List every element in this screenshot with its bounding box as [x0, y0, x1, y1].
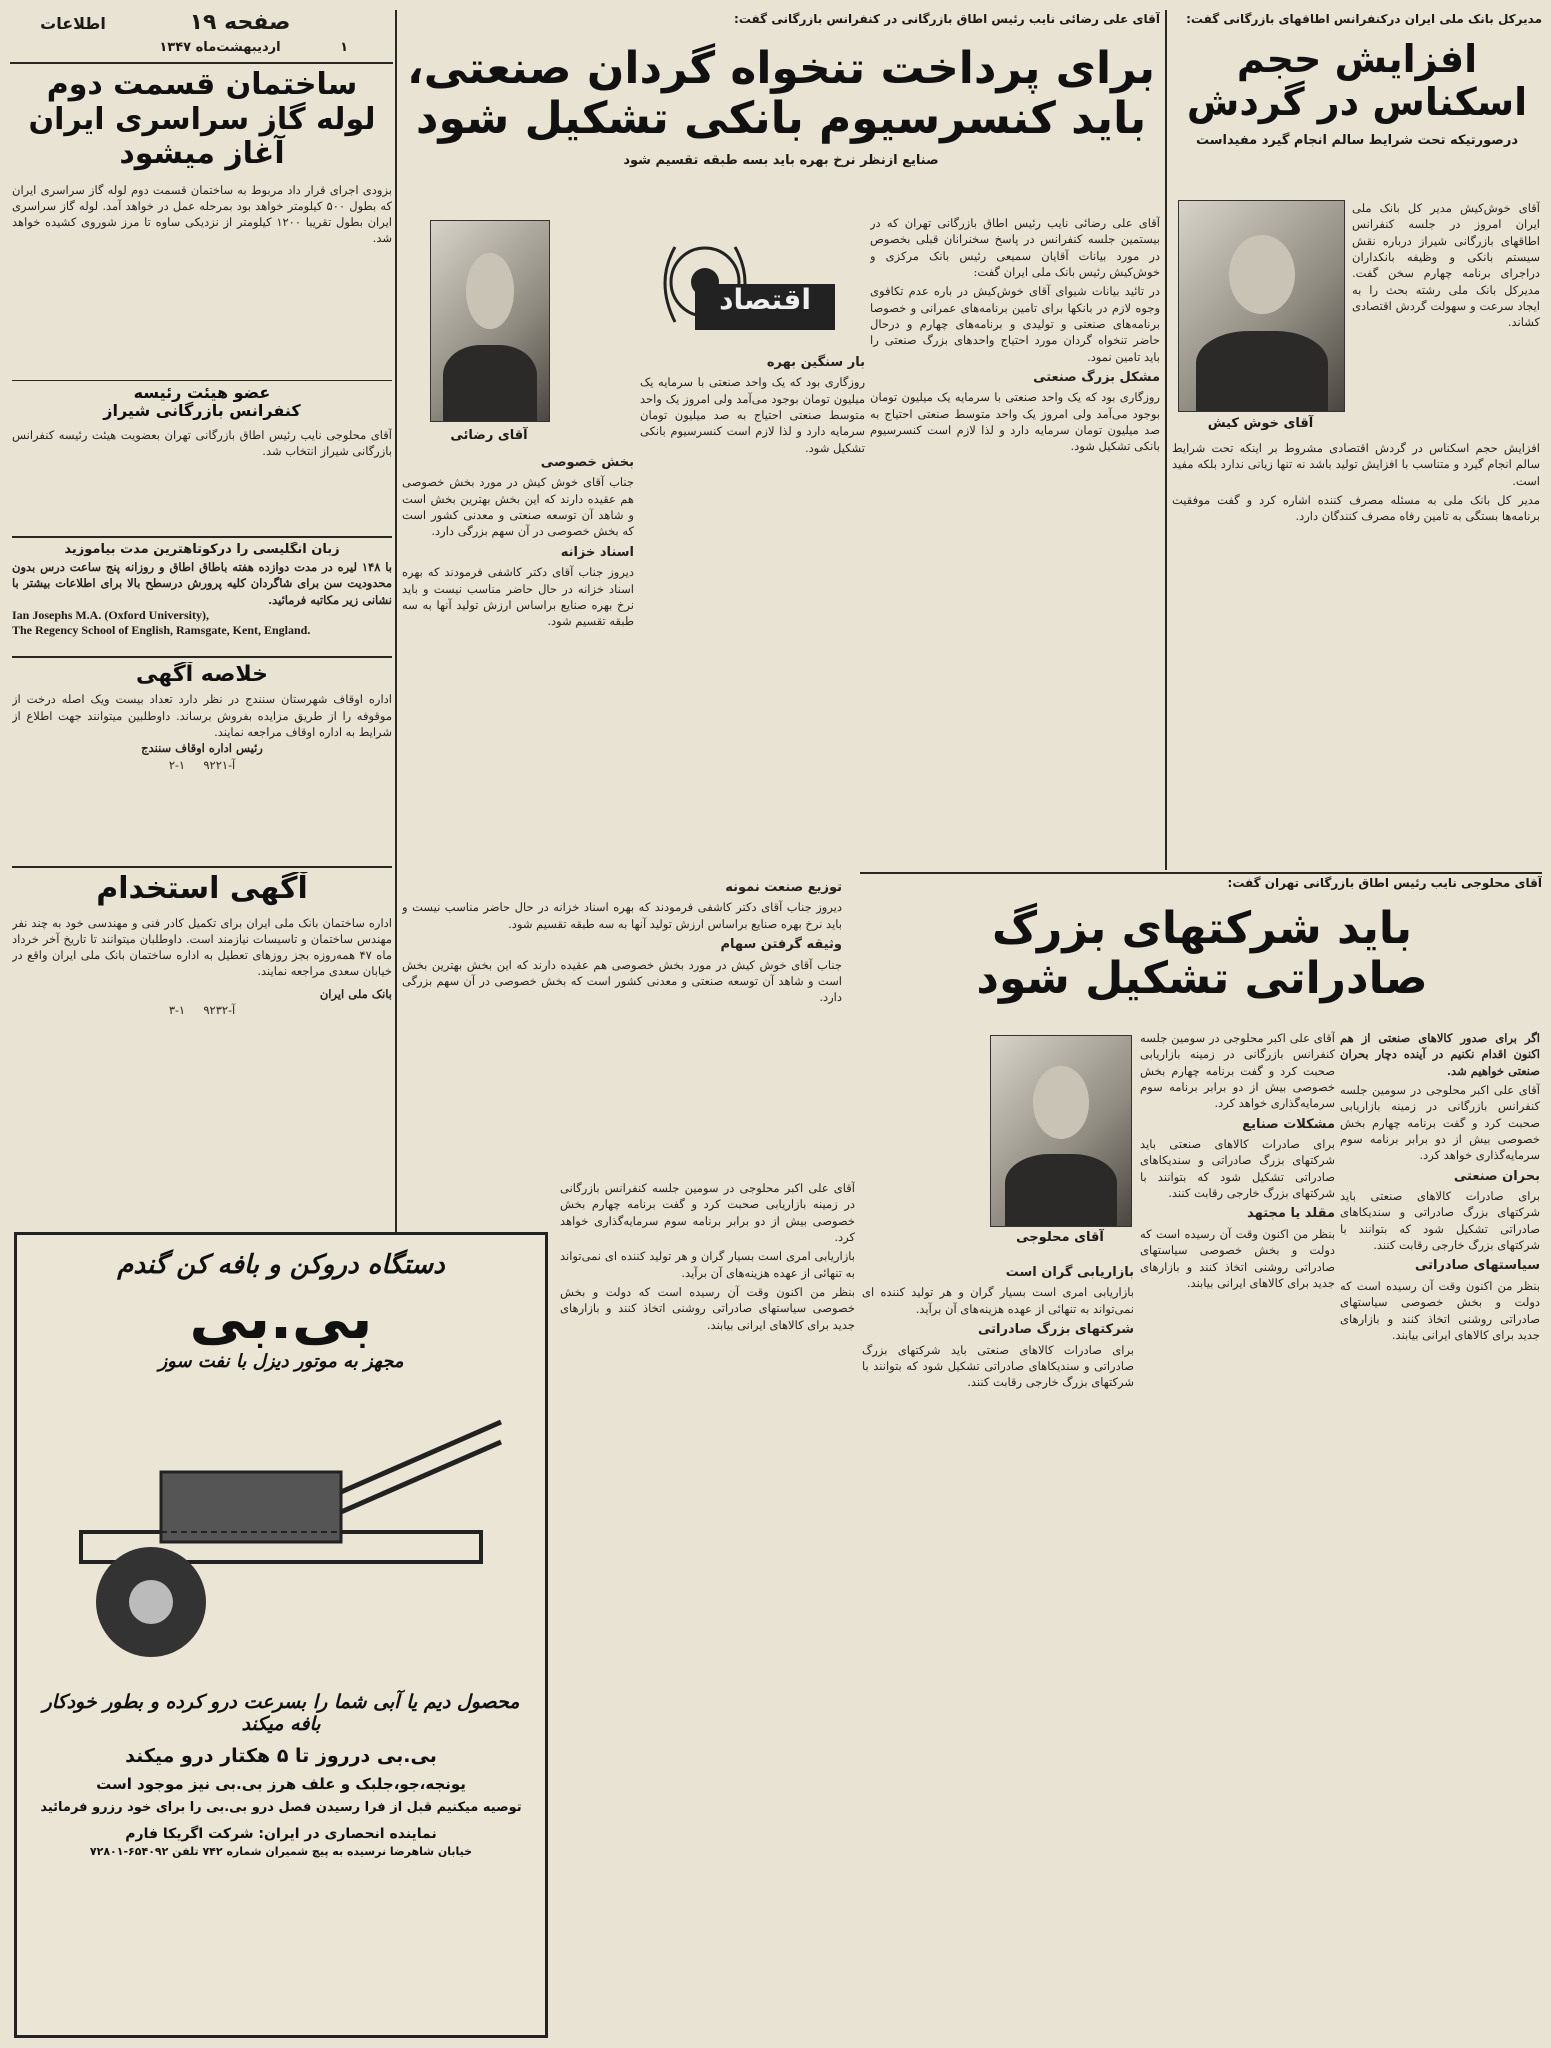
- paragraph: دیروز جناب آقای دکتر کاشفی فرمودند که بهره اسناد خزانه در حال حاضر مناسب نیست و باید نرخ بهره صنایع براساس ارزش تولید آنها به سه طبقه تقسیم شود.: [402, 900, 842, 931]
- ad-address-line1: Ian Josephs M.A. (Oxford University),: [12, 607, 209, 622]
- article-headline-line2: کنفرانس بازرگانی شیراز: [103, 401, 301, 421]
- ad-title: دستگاه دروکن و بافه کن گندم: [117, 1250, 445, 1280]
- section-subhead: سیاستهای صادراتی: [1414, 1258, 1540, 1274]
- section-subhead: شرکتهای بزرگ صادراتی: [977, 1322, 1134, 1338]
- paragraph: در تائید بیانات شیوای آقای خوش‌کیش در باره عدم تکافوی وجوه لازم در بانکها برای تامین برنامه‌های عمرانی و خصوصا برنامه‌های صنعتی و تولیدی و برنامه‌های چهارم و درحال حاضر تنخواه گردان مورد احتیاج واحدهای بزرگ صنعتی را باید تامین نمود.: [870, 284, 1160, 364]
- paragraph: برای صادرات کالاهای صنعتی باید شرکتهای بزرگ صادراتی و سندیکاهای صادراتی تشکیل شود که بتوانند با شرکتهای بزرگ خارجی رقابت کنند.: [1340, 1189, 1540, 1253]
- ad-address-line2: The Regency School of English, Ramsgate, Kent, England.: [12, 622, 311, 637]
- section-subhead: اسناد خزانه: [560, 544, 634, 560]
- summary-notice: [12, 662, 392, 862]
- paragraph: آقای خوش‌کیش مدیر کل بانک ملی ایران امروز در جلسه کنفرانس اطاقهای بازرگانی شیراز درباره نقش سیستم بانکی و وظیفه بانکداران دراجرای برنامه چهارم سخن گفت. مدیرکل بانک ملی رشته بحث را به ایجاد سرعت و سهولت گردش اقتصادی کشاند.: [1352, 201, 1540, 330]
- ad-line-3: یونجه،جو،جلبک و علف هرز بی.بی نیز موجود است: [96, 1774, 466, 1793]
- paragraph: دیروز جناب آقای دکتر کاشفی فرمودند که بهره اسناد خزانه در حال حاضر مناسب نیست و باید نرخ بهره صنایع براساس ارزش تولید آنها به سه طبقه تقسیم شود.: [402, 565, 634, 629]
- column-rule: [10, 62, 393, 64]
- ad-line-2: بی.بی درروز تا ۵ هکتار درو میکند: [125, 1744, 437, 1767]
- ad-body: با ۱۴۸ لیره در مدت دوازده هفته باطاق اطاق و روزانه پنج ساعت درس بدون محدودیت سن برای شاگردان کلیه پرورش درسطح بالا برای اطلاعات بیشتر با نشانی زیر مکاتبه فرمائید.: [12, 559, 392, 607]
- paragraph: جناب آقای خوش کیش در مورد بخش خصوصی هم عقیده دارند که این بخش بهترین بخش است و شاهد آن توسعه صنعتی و معدنی کشور است که بخش خصوصی در آن سهم بزرگی دارد.: [402, 957, 842, 1005]
- paragraph: آقای علی رضائی نایب رئیس اطاق بازرگانی تهران که در بیستمین جلسه کنفرانس در پاسخ سخنرانان قبلی بخصوص در مورد بیانات آقایان سمیعی رئیس بانک مرکزی و خوش‌کیش رئیس بانک ملی ایران گفت:: [870, 216, 1160, 279]
- notice-body: اداره ساختمان بانک ملی ایران برای تکمیل کادر فنی و مهندسی خود به چند نفر مهندس ساختمان و تاسیسات نیازمند است. داوطلبان میتوانند تا تاریخ آخر خرداد ماه ۴۷ همه‌روزه بجز روزهای تعطیل به اداره ساختمان بانک ملی ایران واقع در خیابان سعدی مراجعه نمایند.: [12, 915, 392, 979]
- photo-caption: آقای رضائی: [450, 428, 528, 443]
- column-rule: [860, 872, 1542, 874]
- ad-address: خیابان شاهرضا نرسیده به پیچ شمیران شماره ۷۴۲ تلفن ۶۵۴۰۹۲-۷۲۸۰۱: [89, 1845, 473, 1859]
- ref-right: آ-۹۲۲۱: [203, 757, 236, 772]
- divider: [12, 380, 392, 381]
- article-headline-line2: باید کنسرسیوم بانکی تشکیل شود: [415, 93, 1147, 145]
- paragraph: بنظر من اکنون وقت آن رسیده است که دولت و بخش خصوصی سیاستهای صادراتی روشنی اتخاذ کنند و بازارهای جدید برای کالاهای ایرانی بیابند.: [1140, 1226, 1335, 1290]
- ref-left: ۱-۲: [168, 757, 186, 772]
- paragraph: آقای علی اکبر محلوجی در سومین جلسه کنفرانس بازرگانی در زمینه بازاریابی صحبت کرد و گفت برنامه چهارم بخش خصوصی بیش از دو برابر برنامه سوم سرمایه‌گذاری خواهد کرد.: [1340, 1082, 1540, 1163]
- article-headline-line2: صادراتی تشکیل شود: [976, 953, 1428, 1005]
- issue-number: ۱: [340, 40, 348, 55]
- economy-section-logo: [635, 232, 835, 342]
- section-subhead: بحران صنعتی: [1453, 1168, 1540, 1184]
- article-body: [1172, 440, 1540, 868]
- wheel-hub: [129, 1580, 173, 1624]
- photo-caption: آقای محلوجی: [1016, 1230, 1104, 1245]
- ref-right: آ-۹۲۳۲: [203, 1003, 236, 1018]
- harvester-ad: [14, 1232, 548, 2038]
- divider: [12, 866, 392, 868]
- paragraph: بازاریابی امری است بسیار گران و هر تولید کننده ای نمی‌تواند به تنهائی از عهده هزینه‌های آن برآید.: [560, 1249, 855, 1280]
- notice-title: آگهی استخدام: [96, 872, 308, 906]
- article-body: آقای محلوجی نایب رئیس اطاق بازرگانی تهران بعضویت هیئت رئیسه کنفرانس بازرگانی شیراز انتخاب شد.: [12, 427, 392, 459]
- article-subhead: درصورتیکه تحت شرایط سالم انجام گیرد مفیداست: [1196, 132, 1518, 148]
- center-right-article-header: [862, 876, 1542, 1026]
- handle: [341, 1442, 501, 1512]
- ad-tagline: مجهز به موتور دیزل با نفت سوز: [158, 1350, 404, 1372]
- notice-ref: [12, 1002, 392, 1018]
- ad-dealer: نماینده انحصاری در ایران: شرکت اگریکا فارم: [125, 1825, 437, 1842]
- article-body: [870, 215, 1160, 875]
- article-headline-line1: باید شرکتهای بزرگ: [992, 902, 1412, 954]
- paragraph: روزگاری بود که یک واحد صنعتی با سرمایه یک میلیون تومان بوجود می‌آمد ولی امروز یک واحد متوسط صنعتی احتیاج به صد میلیون تومان سرمایه دارد و لذا لازم است کنسرسیوم بانکی تشکیل شود.: [870, 390, 1160, 454]
- portrait-photo: [1178, 200, 1345, 412]
- photo-caption: آقای خوش کیش: [1207, 416, 1314, 431]
- section-subhead: بار سنگین بهره: [766, 355, 865, 370]
- article-headline-line1: برای پرداخت تنخواه گردان صنعتی،: [407, 42, 1155, 94]
- ad-brand: بی.بی: [189, 1283, 373, 1352]
- ref-left: ۱-۳: [168, 1003, 186, 1018]
- paragraph: آقای علی اکبر محلوجی در سومین جلسه کنفرانس بازرگانی در زمینه بازاریابی صحبت کرد و گفت برنامه چهارم بخش خصوصی بیش از دو برابر برنامه سوم سرمایه‌گذاری خواهد کرد.: [560, 1181, 855, 1244]
- paragraph: جناب آقای خوش کیش در مورد بخش خصوصی هم عقیده دارند که این بخش بهترین بخش است و شاهد آن توسعه صنعتی و معدنی کشور است که بخش خصوصی در آن سهم بزرگی دارد.: [402, 475, 634, 539]
- notice-signature: بانک ملی ایران: [319, 986, 392, 1001]
- article-body: [402, 450, 634, 870]
- article-body: [1340, 1030, 1540, 2030]
- article-subhead: صنایع ازنظر نرخ بهره باید بسه طبقه تقسیم شود: [623, 152, 939, 168]
- page-number: صفحه ۱۹: [189, 10, 291, 35]
- notice-ref: [12, 757, 392, 773]
- article-body: بزودی اجرای قرار داد مربوط به ساختمان قسمت دوم لوله گاز سراسری ایران که بطول ۵۰۰ کیلومتر خواهد بود بمرحله عمل در خواهد آمد. لوله گاز سراسری ایران بطول تقریبا ۱۲۰۰ کیلومتر از نزدیکی ساوه تا مرز شوروی کشیده خواهد شد.: [12, 182, 392, 246]
- notice-title: خلاصه آگهی: [136, 662, 268, 687]
- notice-body: اداره اوقاف شهرستان سنندج در نظر دارد تعداد بیست ویک اصله درخت از موقوفه را از طریق مزایده بفروش برساند. داوطلبین میتوانند جهت اطلاع از شرایط به اداره اوقاف مراجعه نمایند.: [12, 692, 392, 739]
- paragraph: افزایش حجم اسکناس در گردش اقتصادی مشروط بر اینکه تحت شرایط سالم انجام گیرد و متناسب با افزایش تولید باشد نه تنها زیانی ندارد بلکه مفید است.: [1172, 441, 1540, 488]
- paragraph: برای صادرات کالاهای صنعتی باید شرکتهای بزرگ صادراتی و سندیکاهای صادراتی تشکیل شود که بتوانند با شرکتهای بزرگ خارجی رقابت کنند.: [862, 1342, 1134, 1390]
- paragraph: بنظر من اکنون وقت آن رسیده است که دولت و بخش خصوصی سیاستهای صادراتی روشنی اتخاذ کنند و بازارهای جدید برای کالاهای ایرانی بیابند.: [560, 1284, 855, 1332]
- article-body: [402, 875, 842, 1175]
- article-kicker: آقای محلوجی نایب رئیس اطاق بازرگانی تهران گفت:: [1227, 876, 1542, 890]
- article-body: [560, 1180, 855, 2030]
- section-subhead: توزیع صنعت نمونه: [725, 880, 842, 895]
- article-headline-line1: ساختمان قسمت دوم: [46, 68, 358, 102]
- harvester-illustration: [41, 1382, 521, 1682]
- handle: [341, 1422, 501, 1492]
- paragraph: مدیر کل بانک ملی به مسئله مصرف کننده اشاره کرد و گفت موفقیت برنامه‌ها بستگی به تامین رفاه مصرف کنندگان دارد.: [1172, 492, 1540, 524]
- hiring-notice: [12, 872, 392, 1222]
- section-subhead: وثیقه گرفتن سهام: [720, 937, 842, 953]
- portrait-photo: [990, 1035, 1132, 1227]
- shiraz-article: [12, 384, 392, 534]
- ad-line-4: توصیه میکنیم قبل از فرا رسیدن فصل درو بی.بی را برای خود رزرو فرمائید: [40, 1800, 522, 1816]
- column-rule: [1165, 10, 1167, 870]
- article-body: [1352, 200, 1540, 440]
- section-subhead: مشکل بزرگ صنعتی: [1033, 369, 1160, 385]
- ad-title: زبان انگلیسی را درکوتاهترین مدت بیاموزید: [64, 542, 340, 557]
- paragraph: آقای علی اکبر محلوجی در سومین جلسه کنفرانس بازرگانی در زمینه بازاریابی صحبت کرد و گفت برنامه چهارم بخش خصوصی بیش از دو برابر برنامه سوم سرمایه‌گذاری خواهد کرد.: [1140, 1031, 1335, 1111]
- article-headline-line2: لوله گاز سراسری ایران: [28, 101, 376, 137]
- article-body: [862, 1260, 1134, 2030]
- article-kicker: مدیرکل بانک ملی ایران درکنفرانس اطاقهای بازرگانی گفت:: [1186, 12, 1542, 26]
- paragraph: اگر برای صدور کالاهای صنعتی از هم اکنون اقدام نکنیم در آینده دچار بحران صنعتی خواهیم شد.: [1340, 1031, 1540, 1078]
- portrait-photo: [430, 220, 550, 422]
- paragraph: بازاریابی امری است بسیار گران و هر تولید کننده ای نمی‌تواند به تنهائی از عهده هزینه‌های آن برآید.: [862, 1285, 1134, 1316]
- issue-date: اردیبهشت‌ماه ۱۳۴۷: [159, 40, 281, 55]
- ad-line-1: محصول دیم یا آبی شما را بسرعت درو کرده و بطور خودکار بافه میکند: [42, 1691, 520, 1736]
- logo-text: اقتصاد: [695, 284, 835, 330]
- section-subhead: مقلد یا مجتهد: [1247, 1206, 1335, 1222]
- article-headline-line1: عضو هیئت رئیسه: [133, 384, 271, 402]
- top-center-article-header: [402, 12, 1160, 212]
- divider: [12, 656, 392, 658]
- paper-name: اطلاعات: [40, 14, 106, 33]
- paragraph: روزگاری بود که یک واحد صنعتی با سرمایه یک میلیون تومان بوجود می‌آمد ولی امروز یک واحد متوسط صنعتی احتیاج به صد میلیون تومان سرمایه دارد و لذا لازم است کنسرسیوم بانکی تشکیل شود.: [640, 375, 865, 455]
- divider: [12, 536, 392, 538]
- article-headline-line3: آغاز میشود: [119, 136, 285, 171]
- article-kicker: آقای علی رضائی نایب رئیس اطاق بازرگانی در کنفرانس بازرگانی گفت:: [734, 12, 1160, 26]
- section-subhead: مشکلات صنایع: [1242, 1116, 1335, 1132]
- article-body: [640, 350, 865, 870]
- notice-signature: رئیس اداره اوقاف سنندج: [141, 741, 263, 756]
- section-subhead: بخش خصوصی: [540, 455, 634, 470]
- pipeline-article: [12, 68, 392, 378]
- english-school-ad: [12, 542, 392, 652]
- paragraph: بنظر من اکنون وقت آن رسیده است که دولت و بخش خصوصی سیاستهای صادراتی روشنی اتخاذ کنند و بازارهای جدید برای کالاهای ایرانی بیابند.: [1340, 1278, 1540, 1342]
- section-subhead: بازاریابی گران است: [1005, 1265, 1134, 1280]
- paragraph: برای صادرات کالاهای صنعتی باید شرکتهای بزرگ صادراتی و سندیکاهای صادراتی تشکیل شود که بتوانند با شرکتهای بزرگ خارجی رقابت کنند.: [1140, 1137, 1335, 1201]
- article-body: [1140, 1030, 1335, 2030]
- article-headline: افزایش حجم اسکناس در گردش: [1186, 36, 1528, 125]
